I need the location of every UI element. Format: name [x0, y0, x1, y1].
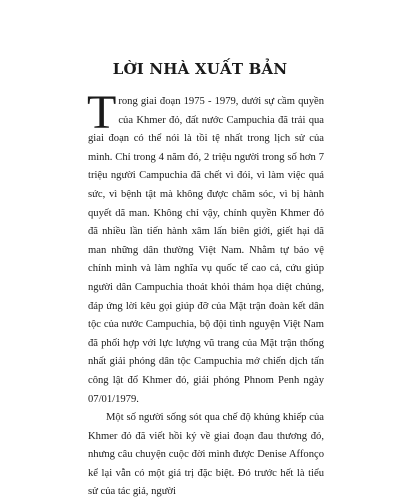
paragraph-1	[87, 86, 324, 409]
drop-cap: T	[87, 86, 117, 139]
body-text	[87, 86, 324, 502]
page-title: LỜI NHÀ XUẤT BẢN	[112, 60, 288, 78]
paragraph-1-text: rong giai đoạn 1975 - 1979, dưới sự cầm quyền của Khmer đỏ, đất nước Campuchia đã trải qua giai đoạn có thể nói là tồi tệ nhất trong lịch sử của mình. Chỉ trong 4 năm đó, 2 triệu người trong số hơn 7 triệu người Campuchia đã chết vì đói, vì làm việc quá sức, vì bệnh tật mà không được chăm sóc, vì bị hành quyết dã man. Không chỉ vậy, chính quyền Khmer đỏ đã nhiều lần tiến hành xâm lấn biên giới, giết hại dã man những dân thường Việt Nam. Nhằm tự bảo vệ chính mình và làm nghĩa vụ quốc tế cao cả, cứu giúp người dân Campuchia thoát khỏi thảm họa diệt chủng, đáp ứng lời kêu gọi giúp đỡ của Mặt trận đoàn kết dân tộc của nước Campuchia, bộ đội tình nguyện Việt Nam đã phối hợp với lực lượng vũ trang của Mặt trận thống nhất giải phóng dân tộc Campuchia mở chiến dịch tấn công lật đổ Khmer đỏ, giải phóng Phnom Penh ngày 07/01/1979.	[88, 96, 324, 405]
paragraph-2: Một số người sống sót qua chế độ khủng khiếp của Khmer đỏ đã viết hồi ký về giai đoạn đau thương đó, nhưng câu chuyện cuộc đời mình được Denise Affonço kể lại vẫn có một giá trị đặc biệt. Đó trước hết là tiểu sử của tác giả, người	[88, 412, 324, 498]
